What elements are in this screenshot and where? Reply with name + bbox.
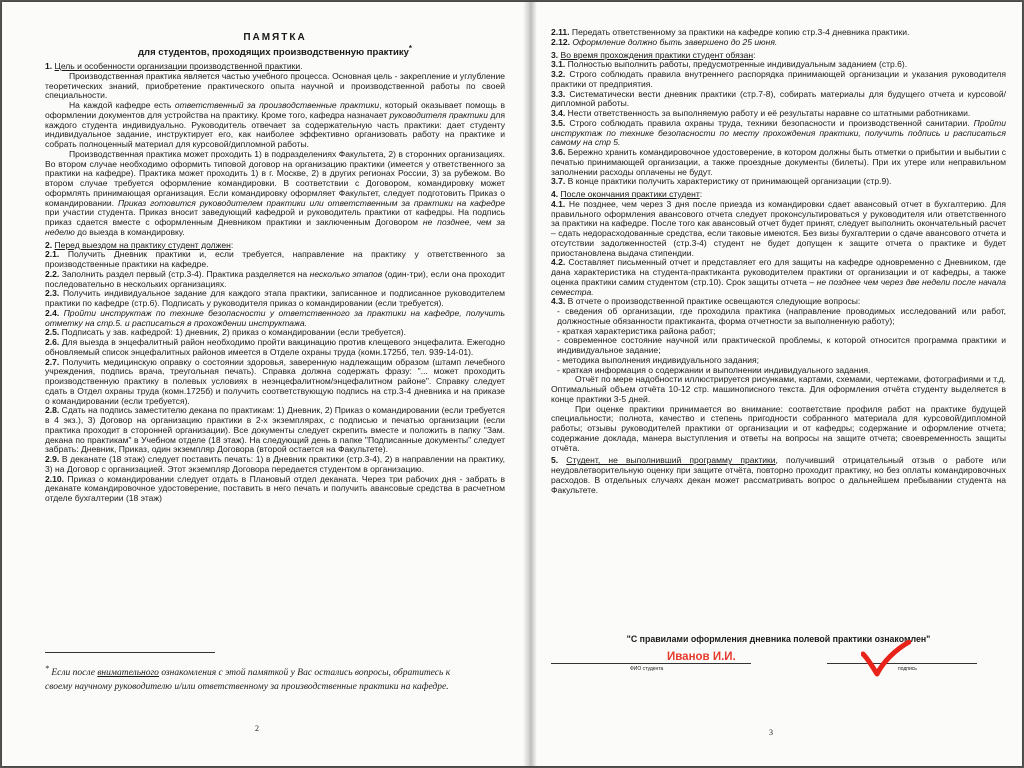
section-2-heading: 2. Перед выездом на практику студент должен: — [45, 239, 234, 250]
section-1-paragraph-2: На каждой кафедре есть ответственный за производственные практики, который оказывает помощь в оформлении документов для устройства на практику. Кроме того, кафедра назначает руководителя практики для каждого студента индивидуально. Руководитель отвечает за содержательную часть практики: дает студенту индивидуальное задание, инструктирует его, как наиболее эффективно организовать работу на практике и собрать полноценный материал для курсовой/дипломной работы. — [45, 100, 505, 150]
item-2-5: 2.5. Подписать у зав. кафедрой: 1) дневник, 2) приказ о командировании (если требуется). — [45, 327, 406, 338]
item-2-4: 2.4. Пройти инструктаж по технике безопасности у ответственного за практики на кафедре, получить отметку на стр.5. и расписаться в прохождении инструктажа. — [45, 307, 505, 328]
page-number-right: 3 — [769, 728, 773, 737]
item-3-7: 3.7. В конце практики получить характеристику от принимающей организации (стр.9). — [551, 176, 892, 187]
left-page-content — [45, 28, 505, 504]
footnote: * Если после внимательного ознакомления с этой памяткой у Вас остались вопросы, обратитесь к своему научному руководителю и/или ответственному за производственные практики на кафедре. — [45, 664, 451, 693]
section-4-heading: 4. После окончания практики студент: — [551, 189, 703, 199]
memo-subtitle: для студентов, проходящих производственную практику* — [138, 44, 412, 59]
student-name-handwritten: Иванов И.И. — [667, 651, 736, 663]
page-number-left: 2 — [255, 724, 259, 733]
item-4-3: 4.3. В отчете о производственной практике освещаются следующие вопросы: — [551, 296, 861, 307]
item-2-12: 2.12. Оформление должно быть завершено до 25 июня. — [551, 36, 778, 47]
item-2-1: 2.1. Получить Дневник практики и, если требуется, направление на практику у ответственного за производственные практики на кафедре. — [45, 249, 505, 270]
item-3-3: 3.3. Систематически вести дневник практики (стр.7-8), собирать материалы для будущего отчета и курсовой/дипломной работы. — [551, 88, 1006, 109]
item-3-4: 3.4. Нести ответственность за выполняемую работу и её результаты наравне со штатными работниками. — [551, 108, 971, 118]
item-2-10: 2.10. Приказ о командировании следует отдать в Плановый отдел деканата. Через три рабочих дня - забрать в деканате командировочное удостоверение, поставить в него печать и получить авансовые средства в расчетном отделе бухгалтерии (18 этаж) — [45, 473, 505, 504]
student-name-caption: ФИО студента — [630, 666, 664, 672]
section-1-heading: 1. Цель и особенности организации производственной практики. — [45, 61, 303, 72]
memo-title: ПАМЯТКА — [243, 32, 307, 43]
item-3-2: 3.2. Строго соблюдать правила внутреннего распорядка принимающей организации и указания руководителя практики от предприятия. — [551, 69, 1006, 89]
evaluation-paragraph: При оценке практики принимается во внимание: соответствие профиля работ на практике будущей специальности; полнота, качество и степень пригодности собранного материала для курсовой/дипломной работы; отзывы руководителей практики от организации и от кафедры; содержание и оформление отчета; содержание доклада, манера выступления и ответы на вопросы на защите отчета; своевременность защиты отчёта. — [551, 403, 1006, 453]
item-3-1: 3.1. Полностью выполнить работы, предусмотренные индивидуальным заданием (стр.6). — [551, 59, 908, 70]
checkmark-icon — [861, 640, 911, 678]
footnote-separator — [45, 652, 215, 653]
list-item: - краткая информация о содержании и выполнении индивидуального задания. — [557, 364, 871, 375]
item-2-7: 2.7. Получить медицинскую оправку о состоянии здоровья, заверенную надлежащим образом (штамп лечебного учреждения, подпись врача, треугольная печать). Справка должна содержать фразу: "... может проходить производственную практику в полевых условиях в неэнцефалитном/энцефалитном районе". Справку следует сдать в Отдел охраны труда (комн.1725б) и получить соответствующую подпись на стр.3-4 дневника и на приказе о командировании (если требуется). — [45, 356, 505, 406]
section-3-heading: 3. Во время прохождения практики студент обязан: — [551, 49, 756, 60]
item-3-5: 3.5. Строго соблюдать правила охраны труда, техники безопасности и производственной санитарии. Пройти инструктаж по технике безопасности по месту прохождения практики, получить подпись и расписаться самому на стр 5. — [551, 117, 1006, 148]
document-spread — [2, 2, 1022, 766]
list-item: - краткая характеристика района работ; — [557, 325, 716, 336]
list-item: - современное состояние научной или практической проблемы, к которой относится программа практики и индивидуальное задание; — [557, 335, 1006, 355]
section-1-paragraph-3: Производственная практика может проходить 1) в подразделениях Факультета, 2) в сторонних организациях. Во втором случае необходимо оформить типовой договор на организацию практики (имеется у ответственного за практики на кафедре). Практика может проходить 1) в г. Москве, 2) в других регионах России, 3) за рубежом. Во втором случае требуется оформление командировки. В соответствии с Договором, командировку может оформлять принимающая организация. Если командировку оформляет Факультет, следует подготовить Приказ о командировании. Приказ готовится руководителем практики или ответственным за практики на кафедре при участии студента. Приказ вносит заведующий кафедрой и руководитель практики от кафедры. На подпись приказ сдается вместе с оформленным Дневником практики и заключенным Договором не позднее, чем за неделю до выезда в командировку. — [45, 148, 505, 237]
item-4-2: 4.2. Составляет письменный отчет и представляет его для защиты на кафедре одновременно с Дневником, где дана характеристика на студента-практиканта руководителем практики от организации и от кафедры, а также оценка практики самим студентом (стр.10). Срок защиты отчета – не позднее чем через две недели после начала семестра. — [551, 257, 1006, 297]
item-3-6: 3.6. Бережно хранить командировочное удостоверение, в котором должны быть отметки о прибытии и выбытии с печатью принимающей организации, а также проездные документы (билеты). При их утере или неправильном заполнении расходы оплачены не будут. — [551, 147, 1006, 177]
section-5-heading: 5. Студент, не выполнивший программу практики, получивший отрицательный отзыв о работе или неудовлетворительную оценку при защите отчёта, повторно проходит практику, но без оплаты командировочных расходов. В отдельных случаях декан может рассматривать вопрос о дальнейшем пребывании студента на Факультете. — [551, 455, 1006, 495]
item-2-3: 2.3. Получить индивидуальное задание для каждого этапа практики, записанное и подписанное руководителем практики по кафедре (стр.6). Подписать у руководителя приказ о командировании (если требуется). — [45, 288, 505, 309]
item-2-6: 2.6. Для выезда в энцефалитный район необходимо пройти вакцинацию против клещевого энцефалита. Ежегодно обновляемый список энцефалитных районов имеется в Отделе охраны труда (комн.1725б, тел. 939-14-01). — [45, 337, 505, 357]
section-1-paragraph-1: Производственная практика является частью учебного процесса. Основная цель - закрепление и углубление теоретических знаний, приобретение практического опыта научной и производственной работы по своей специальности. — [45, 70, 505, 101]
item-2-11: 2.11. Передать ответственному за практики на кафедре копию стр.3-4 дневника практики. — [551, 27, 910, 37]
signature-caption: подпись — [898, 666, 917, 672]
list-item: - методика выполнения индивидуального задания; — [557, 354, 759, 365]
list-item: - сведения об организации, где проходила практика (направление проводимых исследований или работ, должностные обязанности практиканта, форма отчетности за выполненную работу); — [557, 306, 1006, 326]
report-volume-paragraph: Отчёт по мере надобности иллюстрируется рисунками, картами, схемами, чертежами, фотографиями и т.д. Оптимальный объем отчёта 10-12 стр. машинописного текста. Для оформления отчёта студенту выделяется в конце практики 3-5 дней. — [551, 374, 1006, 404]
item-2-9: 2.9. В деканате (18 этаж) следует поставить печать: 1) в Дневник практики (стр.3-4), 2) в направлении на практику, 3) на Договор с организацией. Этот экземпляр Договора передается студентом в организацию. — [45, 454, 505, 474]
page-fold-shadow — [523, 2, 537, 766]
right-page — [537, 2, 1022, 766]
student-name-line — [551, 663, 751, 664]
left-page — [2, 2, 523, 766]
item-4-1: 4.1. Не позднее, чем через 3 дня после приезда из командировки сдает авансовый отчет в бухгалтерию. Для правильного оформления авансового отчета следует проконсультироваться у руководителя или ответственного за практики на кафедре. После того как авансовый отчет будет принят, следует выполнить окончательный расчет – сдать недорасходованные средства, если таковые имеются. Без визы бухгалтерии о сдаче авансового отчета и отсутствии задолженностей (стр.3-4) студент не будет допущен к защите отчета о практике и будет приостановлена выдача стипендии. — [551, 198, 1006, 258]
right-page-content — [551, 28, 1006, 495]
item-2-8: 2.8. Сдать на подпись заместителю декана по практикам: 1) Дневник, 2) Приказ о командировании (если требуется в 4 экз.), 3) Договор на организацию практики в 2-х экземплярах, с подписью и печатью организации (если практика проходит в сторонней организации). Все документы следует скрепить вместе и положить в папку "Зам. декана по практикам" в Учебном отделе (18 этаж). На следующий день в папке "Подписанные документы" следует забрать: Дневник, Приказ, один экземпляр Договора (второй остается на Факультете). — [45, 405, 505, 455]
acknowledgement-statement: "С правилами оформления дневника полевой практики ознакомлен" — [626, 634, 931, 644]
item-2-2: 2.2. Заполнить раздел первый (стр.3-4). Практика разделяется на несколько этапов (один-три), если она проходит последовательно в нескольких организациях. — [45, 268, 506, 289]
